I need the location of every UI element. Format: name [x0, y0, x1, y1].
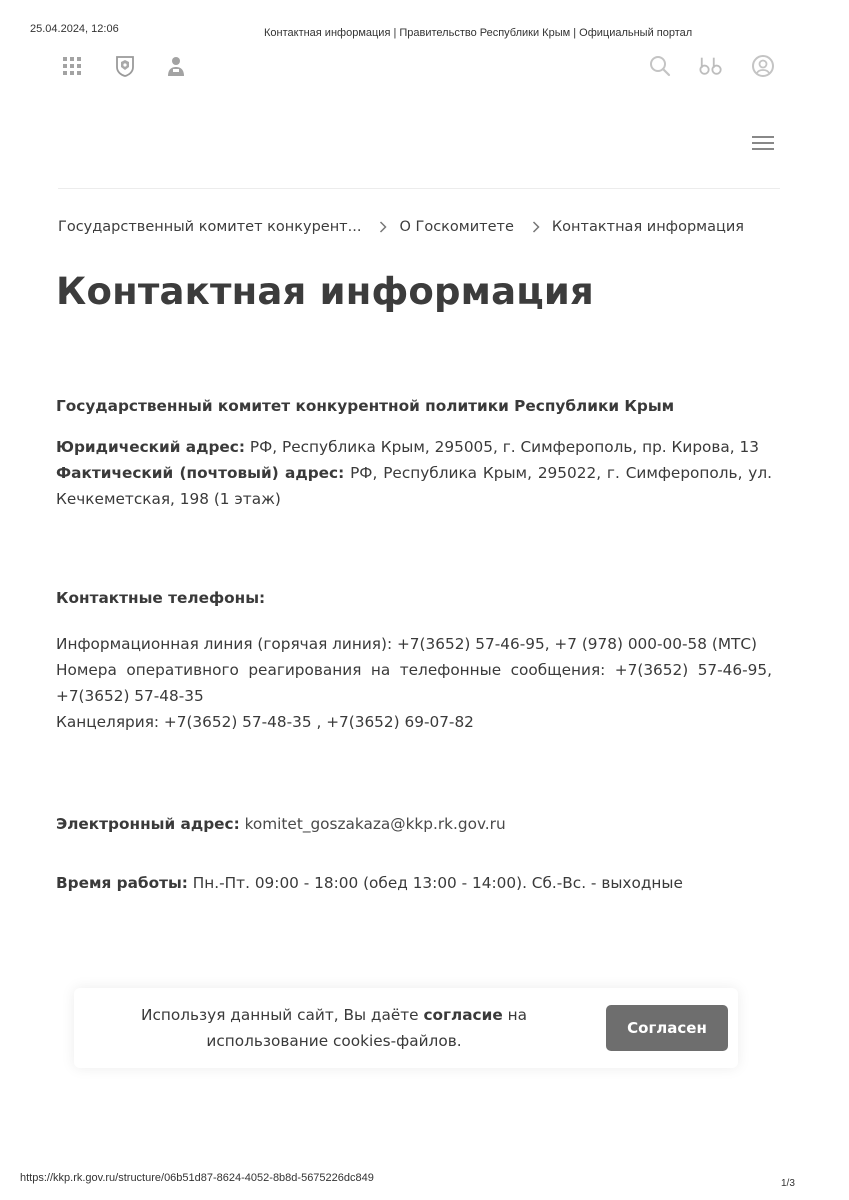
actual-address	[56, 460, 772, 512]
breadcrumb-item-committee[interactable]: Государственный комитет конкурент...	[58, 219, 362, 235]
print-datetime: 25.04.2024, 12:06	[30, 23, 119, 35]
cookie-text-after: на использование cookies-файлов.	[206, 1006, 527, 1050]
office-phones: Канцелярия: +7(3652) 57-48-35 , +7(3652) 69-07-82	[56, 713, 474, 731]
top-bar	[0, 50, 849, 90]
actual-address-value: РФ, Республика Крым, 295022, г. Симферополь, ул. Кечкеметская, 198 (1 этаж)	[56, 464, 772, 508]
email-link[interactable]: komitet_goszakaza@kkp.rk.gov.ru	[244, 815, 506, 834]
phones-title: Контактные телефоны:	[56, 589, 266, 608]
address-block	[56, 434, 772, 512]
legal-address-value: РФ, Республика Крым, 295005, г. Симферополь, пр. Кирова, 13	[249, 438, 759, 456]
menu-icon[interactable]	[752, 134, 776, 154]
working-hours-value: Пн.-Пт. 09:00 - 18:00 (обед 13:00 - 14:00). Сб.-Вс. - выходные	[192, 874, 683, 893]
print-url: https://kkp.rk.gov.ru/structure/06b51d87-8624-4052-8b8d-5675226dc849	[20, 1172, 374, 1184]
email-label: Электронный адрес:	[56, 815, 240, 834]
print-document-title: Контактная информация | Правительство Республики Крым | Официальный портал	[264, 27, 693, 39]
hotline-phones: Информационная линия (горячая линия): +7(3652) 57-46-95, +7 (978) 000-00-58 (МТС)	[56, 635, 758, 653]
accessibility-glasses-icon[interactable]	[699, 54, 723, 78]
working-hours-row	[56, 870, 772, 896]
breadcrumb-item-about[interactable]: О Госкомитете	[399, 219, 514, 235]
actual-address-label: Фактический (почтовый) адрес:	[56, 464, 345, 482]
cookie-agree-button[interactable]: Согласен	[606, 1005, 728, 1051]
page-title: Контактная информация	[56, 270, 594, 313]
organization-name: Государственный комитет конкурентной политики Республики Крым	[56, 397, 675, 416]
legal-address	[56, 434, 772, 460]
chevron-right-icon	[532, 221, 540, 233]
email-row	[56, 811, 772, 837]
search-icon[interactable]	[648, 54, 672, 78]
breadcrumb-item-current: Контактная информация	[551, 219, 744, 235]
print-header	[0, 20, 849, 40]
grid-icon[interactable]	[60, 54, 84, 78]
breadcrumb	[58, 216, 744, 238]
legal-address-label: Юридический адрес:	[56, 438, 245, 456]
cookie-text-consent: согласие	[423, 1006, 503, 1024]
cookie-banner	[74, 988, 738, 1068]
cookie-text-before: Используя данный сайт, Вы даёте	[141, 1006, 424, 1024]
user-icon[interactable]	[751, 54, 775, 78]
emblem-icon[interactable]	[113, 54, 137, 78]
phones-block	[56, 631, 772, 735]
print-page-number: 1/3	[781, 1178, 795, 1189]
person-icon[interactable]	[164, 54, 188, 78]
working-hours-label: Время работы:	[56, 874, 188, 893]
header-divider	[58, 188, 780, 189]
operative-phones: Номера оперативного реагирования на телефонные сообщения: +7(3652) 57-46-95, +7(3652) 57-48-35	[56, 661, 772, 705]
cookie-text	[114, 1002, 554, 1054]
chevron-right-icon	[379, 221, 387, 233]
